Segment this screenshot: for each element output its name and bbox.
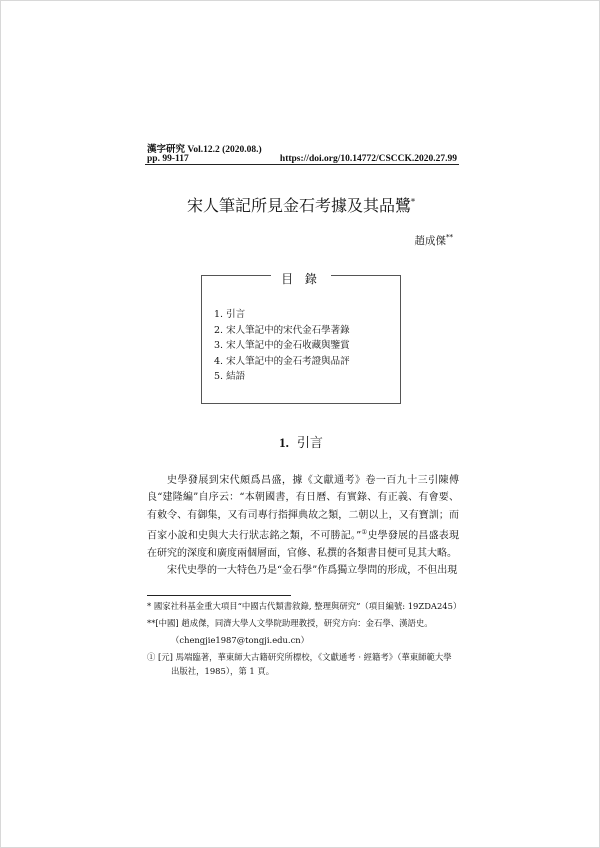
page-range: pp. 99-117 [147,154,189,164]
section-number: 1. [279,435,289,450]
toc-item[interactable]: 1. 引言 [214,309,246,320]
paper-title [1,193,600,216]
footnote-line: 出版社，1985），第 1 頁。 [171,666,275,676]
author [415,233,454,248]
toc-list [214,307,350,385]
footnote [147,650,463,678]
body-text [147,472,459,580]
section-title: 引言 [296,436,323,451]
toc-item[interactable]: 3. 宋人筆記中的金石收藏與鑒賞 [214,340,350,351]
paragraph-text: 史學發展到宋代頗爲昌盛，據《文獻通考》卷一百九十三引陳傅良“建隆編”自序云：“本朝國書，有日曆、有實錄、有正義、有會要、有敕令、有御集，又有司專行指揮典故之類，二朝以上，又有寶訓；而百家小說和史與大夫行狀志銘之類，不可勝記。” [147,475,459,542]
paper-title-text: 宋人筆記所見金石考據及其品鷺 [186,196,411,215]
header-rule [145,164,459,165]
author-email[interactable]: （chengjie1987@tongji.edu.cn） [171,635,310,645]
toc-heading-wrap [202,268,400,287]
paragraph [147,472,459,562]
doi-link[interactable]: https://doi.org/10.14772/CSCCK.2020.27.99 [279,154,457,164]
section-heading [1,432,600,451]
footnote: * 國家社科基金重大項目“中國古代類書敘錄, 整理與研究”（項目編號: 19ZDA245） [147,601,462,611]
footnote: **[中國] 趙成傑，同濟大學人文學院助理教授，研究方向：金石學、漢語史。 [147,618,433,628]
footnote-line: ① [元] 馬端臨著，華東師大古籍研究所標校，《文獻通考 · 經籍考》（華東師範大學 [147,652,452,662]
author-footnote-mark[interactable]: ** [446,233,453,242]
author-name: 趙成傑 [414,235,446,247]
toc-item[interactable]: 5. 結語 [214,371,246,382]
toc-heading: 目 錄 [271,272,331,286]
paragraph-text: 史學發展的昌盛表現在研究的深度和廣度兩個層面，官修、私撰的各類書目便可見其大略。 [147,530,459,559]
journal-header: 漢字研究 Vol.12.2 (2020.08.) [147,145,262,155]
title-footnote-mark[interactable]: * [411,197,415,207]
footnote-ref[interactable]: ① [361,528,368,537]
table-of-contents [201,272,401,404]
footnote-email [147,633,463,647]
paragraph: 宋代史學的一大特色乃是“金石學”作爲獨立學問的形成，不但出現 [167,565,458,577]
footnote-rule [147,595,291,596]
toc-item[interactable]: 4. 宋人筆記中的金石考證與品評 [214,355,350,367]
toc-item[interactable]: 2. 宋人筆記中的宋代金石學著錄 [214,324,350,336]
